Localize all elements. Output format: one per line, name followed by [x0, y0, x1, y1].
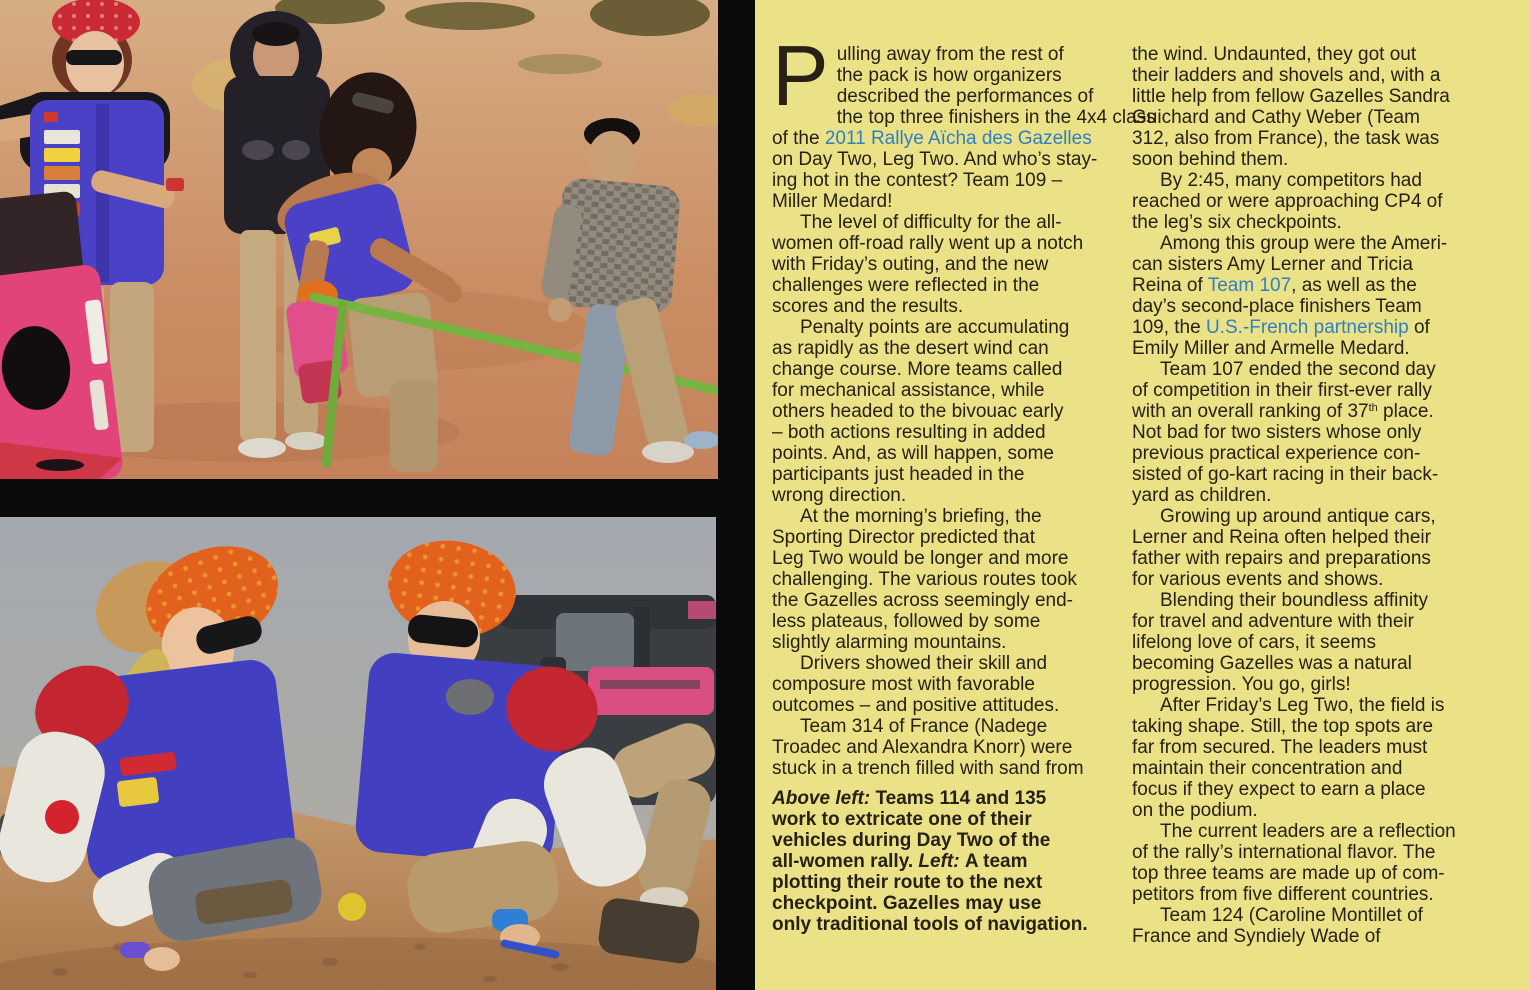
- text-run: Sporting Director predicted that: [772, 527, 1035, 548]
- text-run: Above left:: [772, 788, 876, 809]
- text-run: Drivers showed their skill and: [800, 653, 1048, 674]
- text-run: At the morning’s briefing, the: [800, 506, 1042, 527]
- text-run: can sisters Amy Lerner and Tricia: [1132, 254, 1413, 275]
- text-run: with an overall ranking of 37: [1132, 401, 1369, 422]
- text-run: Team 124 (Caroline Montillet of: [1160, 905, 1423, 926]
- text-run: of: [1408, 317, 1430, 338]
- photo-top-illustration: [0, 0, 718, 479]
- text-run: The level of difficulty for the all-: [800, 212, 1062, 233]
- text-run: 109, the: [1132, 317, 1206, 338]
- text-run: composure most with favorable: [772, 674, 1035, 695]
- text-run: participants just headed in the: [772, 464, 1025, 485]
- article-paragraph: [1132, 506, 1504, 590]
- text-run: checkpoint. Gazelles may use: [772, 893, 1042, 914]
- text-run: plotting their route to the next: [772, 872, 1043, 893]
- text-run: Team 314 of France (Nadege: [800, 716, 1048, 737]
- text-run: stuck in a trench filled with sand from: [772, 758, 1084, 779]
- text-run: Team 107 ended the second day: [1160, 359, 1436, 380]
- text-run: scores and the results.: [772, 296, 964, 317]
- text-run: Teams 114 and 135: [875, 788, 1047, 809]
- text-run: vehicles during Day Two of the: [772, 830, 1051, 851]
- article-paragraph: [1132, 590, 1504, 695]
- text-run: others headed to the bivouac early: [772, 401, 1064, 422]
- text-run: Blending their boundless affinity: [1160, 590, 1428, 611]
- text-run: of the: [772, 128, 825, 149]
- text-run: for various events and shows.: [1132, 569, 1384, 590]
- text-run: only traditional tools of navigation.: [772, 914, 1088, 935]
- text-run: The current leaders are a reflection: [1160, 821, 1456, 842]
- text-run: Emily Miller and Armelle Medard.: [1132, 338, 1410, 359]
- text-run: After Friday’s Leg Two, the field is: [1160, 695, 1445, 716]
- text-run: with Friday’s outing, and the new: [772, 254, 1049, 275]
- text-run: described the performances of: [836, 86, 1094, 107]
- text-run: for mechanical assistance, while: [772, 380, 1045, 401]
- article-panel: [755, 0, 1530, 990]
- article-paragraph: [772, 212, 1128, 317]
- text-run: progression. You go, girls!: [1132, 674, 1351, 695]
- article-paragraph: [772, 653, 1128, 716]
- text-run: the pack is how organizers: [836, 65, 1062, 86]
- text-run: on the podium.: [1132, 800, 1258, 821]
- article-paragraph: [1132, 233, 1504, 359]
- inline-link[interactable]: U.S.-French partnership: [1205, 317, 1409, 338]
- text-run: ulling away from the rest of: [836, 44, 1064, 65]
- text-run: change course. More teams called: [772, 359, 1063, 380]
- article-paragraph: [1132, 359, 1504, 506]
- text-run: father with repairs and preparations: [1132, 548, 1431, 569]
- article-paragraph: [772, 716, 1128, 779]
- text-run: Troadec and Alexandra Knorr) were: [772, 737, 1073, 758]
- text-run: on Day Two, Leg Two. And who’s stay-: [772, 149, 1098, 170]
- article-paragraph: [1132, 905, 1504, 947]
- text-run: challenges were reflected in the: [772, 275, 1040, 296]
- text-run: sisted of go-kart racing in their back-: [1132, 464, 1439, 485]
- drop-cap: P: [772, 29, 829, 124]
- text-run: outcomes – and positive attitudes.: [772, 695, 1060, 716]
- text-run: Growing up around antique cars,: [1160, 506, 1436, 527]
- text-run: ing hot in the contest? Team 109 –: [772, 170, 1063, 191]
- article-paragraph: [1132, 44, 1504, 170]
- text-run: work to extricate one of their: [772, 809, 1032, 830]
- text-run: the top three finishers in the 4x4 class: [836, 107, 1156, 128]
- superscript-ordinal: th: [1368, 402, 1378, 414]
- text-run: becoming Gazelles was a natural: [1132, 653, 1412, 674]
- article-paragraph: [1132, 170, 1504, 233]
- text-run: challenging. The various routes took: [772, 569, 1077, 590]
- text-run: place.: [1377, 401, 1434, 422]
- article-column-2: [1132, 44, 1504, 947]
- text-run: slightly alarming mountains.: [772, 632, 1007, 653]
- text-run: Left:: [918, 851, 965, 872]
- article-paragraph: [772, 506, 1128, 653]
- inline-link[interactable]: 2011 Rallye Aïcha des Gazelles: [824, 128, 1092, 149]
- text-run: as rapidly as the desert wind can: [772, 338, 1049, 359]
- text-run: reached or were approaching CP4 of: [1132, 191, 1443, 212]
- text-run: Lerner and Reina often helped their: [1132, 527, 1431, 548]
- text-run: top three teams are made up of com-: [1132, 863, 1445, 884]
- article-paragraph: [772, 317, 1128, 506]
- text-run: A team: [964, 851, 1028, 872]
- text-run: the wind. Undaunted, they got out: [1132, 44, 1417, 65]
- article-column-1: [772, 29, 1156, 935]
- text-run: Among this group were the Ameri-: [1160, 233, 1448, 254]
- text-run: women off-road rally went up a notch: [772, 233, 1084, 254]
- text-run: yard as children.: [1132, 485, 1272, 506]
- text-run: little help from fellow Gazelles Sandra: [1132, 86, 1450, 107]
- photo-desert-vehicle-extrication: [0, 0, 718, 479]
- text-run: of competition in their first-ever rally: [1132, 380, 1432, 401]
- text-run: Leg Two would be longer and more: [772, 548, 1069, 569]
- text-run: Reina of: [1132, 275, 1208, 296]
- text-run: Not bad for two sisters whose only: [1132, 422, 1422, 443]
- text-run: maintain their concentration and: [1132, 758, 1403, 779]
- text-run: France and Syndiely Wade of: [1132, 926, 1381, 947]
- article-paragraph: [1132, 821, 1504, 905]
- article-paragraph: [1132, 695, 1504, 821]
- photo-bottom-illustration: [0, 517, 716, 990]
- text-run: Miller Medard!: [772, 191, 893, 212]
- inline-link[interactable]: Team 107: [1207, 275, 1292, 296]
- text-run: soon behind them.: [1132, 149, 1289, 170]
- text-run: all-women rally.: [772, 851, 919, 872]
- text-run: far from secured. The leaders must: [1132, 737, 1428, 758]
- text-run: the Gazelles across seemingly end-: [772, 590, 1073, 611]
- text-run: taking shape. Still, the top spots are: [1132, 716, 1434, 737]
- text-run: petitors from five different countries.: [1132, 884, 1434, 905]
- text-run: focus if they expect to earn a place: [1132, 779, 1426, 800]
- text-run: – both actions resulting in added: [772, 422, 1046, 443]
- text-run: day’s second-place finishers Team: [1132, 296, 1422, 317]
- text-run: of the rally’s international flavor. The: [1132, 842, 1436, 863]
- text-run: points. And, as will happen, some: [772, 443, 1055, 464]
- article-paragraph: [772, 29, 1156, 212]
- text-run: for travel and adventure with their: [1132, 611, 1414, 632]
- text-run: Guichard and Cathy Weber (Team: [1132, 107, 1420, 128]
- text-run: 312, also from France), the task was: [1132, 128, 1440, 149]
- text-run: , as well as the: [1291, 275, 1417, 296]
- text-run: By 2:45, many competitors had: [1160, 170, 1422, 191]
- text-run: Penalty points are accumulating: [800, 317, 1070, 338]
- photo-team-plotting-route: [0, 517, 716, 990]
- photo-caption: [772, 788, 1128, 935]
- text-run: previous practical experience con-: [1132, 443, 1421, 464]
- text-run: wrong direction.: [772, 485, 907, 506]
- text-run: their ladders and shovels and, with a: [1132, 65, 1441, 86]
- text-run: less plateaus, followed by some: [772, 611, 1041, 632]
- text-run: lifelong love of cars, it seems: [1132, 632, 1376, 653]
- text-run: the leg’s six checkpoints.: [1132, 212, 1342, 233]
